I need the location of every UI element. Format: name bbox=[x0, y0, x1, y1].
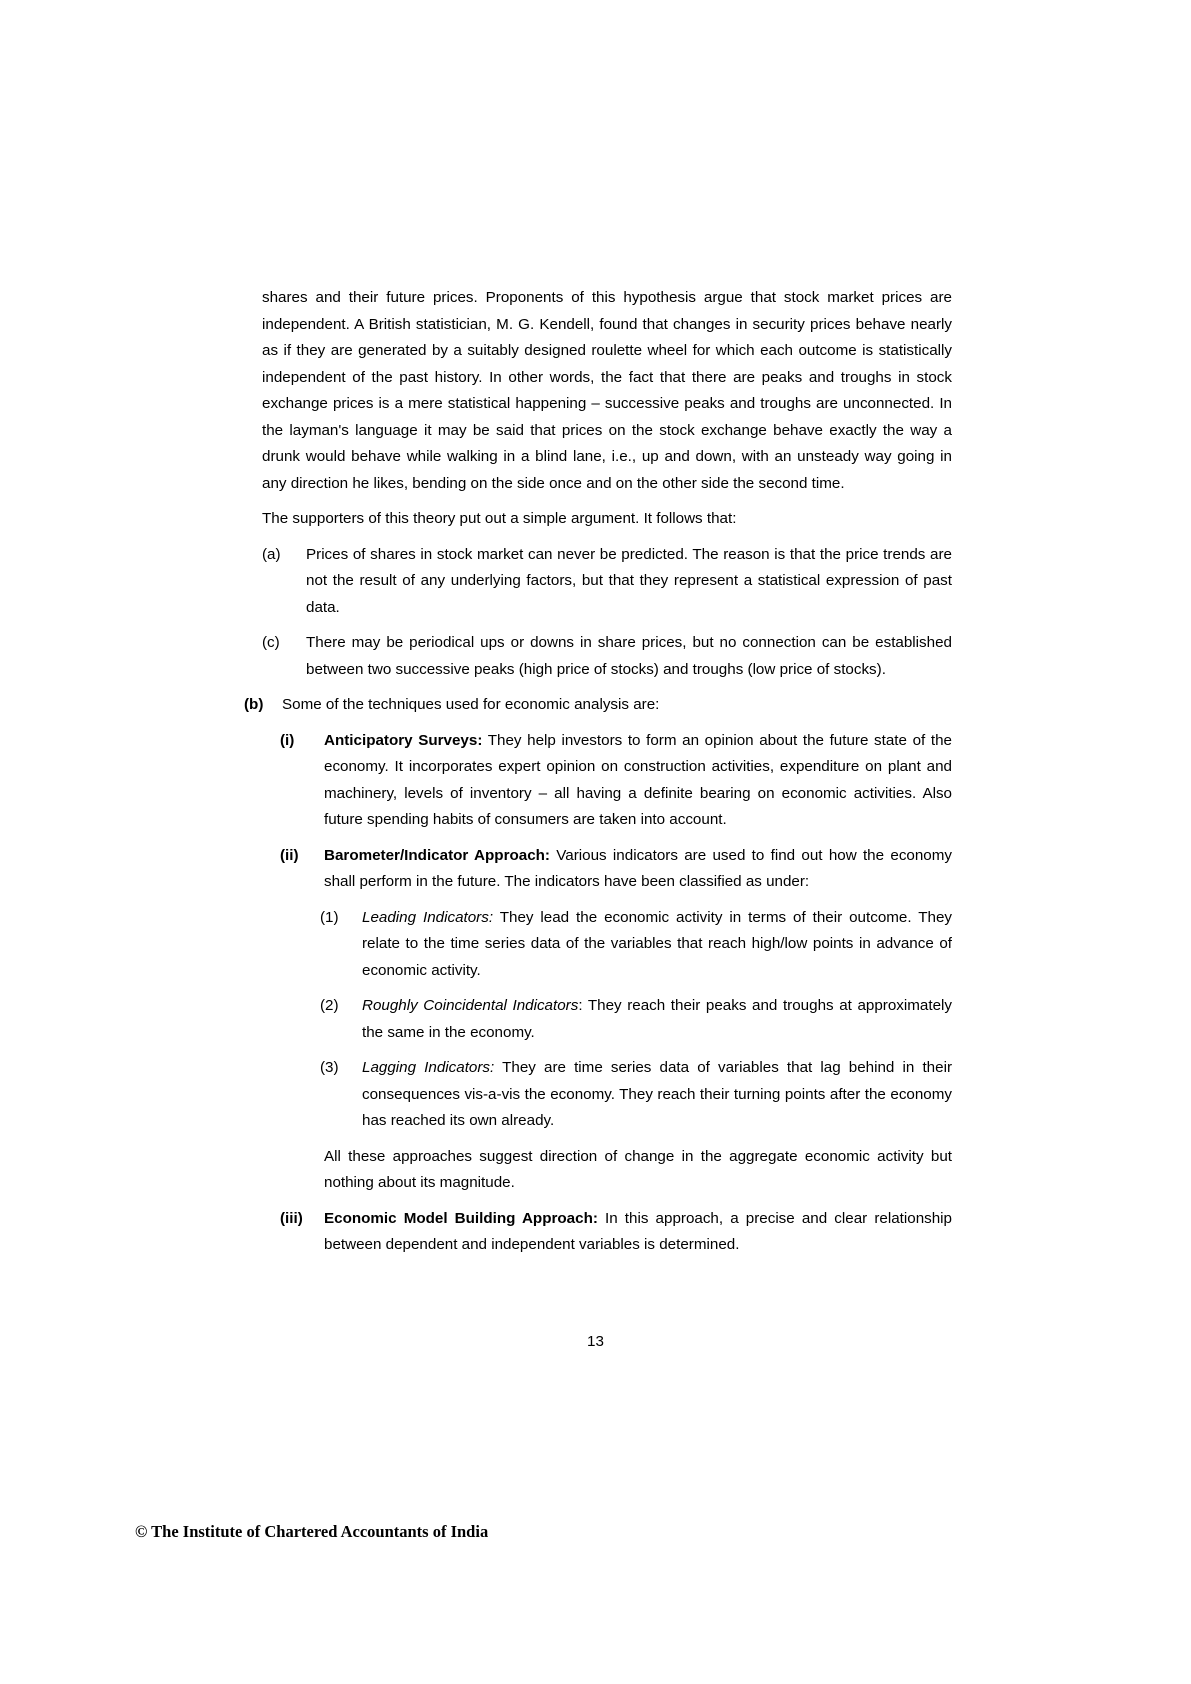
indicator-text: : They reach their peaks and troughs at approximately the same in the economy. bbox=[362, 997, 952, 1041]
list-item-text bbox=[362, 905, 952, 985]
supporters-paragraph-block bbox=[262, 506, 952, 533]
list-item bbox=[262, 843, 952, 896]
technique-heading: Economic Model Building Approach: bbox=[324, 1209, 598, 1227]
indicator-heading: Leading Indicators: bbox=[362, 908, 494, 926]
indicator-text: They are time series data of variables that lag behind in their consequences vis-a-vis the economy. They reach their turning points after the economy has reached its own already. bbox=[362, 1059, 952, 1129]
indicator-heading: Roughly Coincidental Indicators bbox=[362, 997, 579, 1014]
indicator-text: They lead the economic activity in terms of their outcome. They relate to the time series data of the variables that reach high/low points in advance of economic activity. bbox=[362, 908, 953, 979]
list-marker: (ii) bbox=[280, 846, 299, 864]
list-marker: (2) bbox=[320, 997, 339, 1014]
list-item bbox=[262, 630, 952, 683]
list-item bbox=[262, 993, 952, 1046]
list-item bbox=[262, 905, 952, 985]
list-marker: (3) bbox=[320, 1059, 339, 1076]
intro-paragraph: shares and their future prices. Proponents of this hypothesis argue that stock market prices are independent. A British statistician, M. G. Kendell, found that changes in security prices behave nearly as if they are generated by a suitably designed roulette wheel for which each outcome is statistically independent of the past history. In other words, the fact that there are peaks and troughs in stock exchange prices is a mere statistical happening – successive peaks and troughs are unconnected. In the layman's language it may be said that prices on the stock exchange behave exactly the way a drunk would behave while walking in a blind lane, i.e., up and down, with an unsteady way going in any direction he likes, bending on the side once and on the other side the second time. bbox=[262, 289, 952, 492]
list-item bbox=[262, 1206, 952, 1259]
list-marker: (i) bbox=[280, 731, 295, 749]
indicator-heading: Lagging Indicators: bbox=[362, 1059, 495, 1076]
technique-text: Various indicators are used to find out how the economy shall perform in the future. The indicators have been classified as under: bbox=[324, 846, 952, 890]
list-item bbox=[262, 1055, 952, 1135]
list-marker: (1) bbox=[320, 908, 339, 926]
technique-text: In this approach, a precise and clear relationship between dependent and independent variables is determined. bbox=[324, 1209, 952, 1253]
footer-copyright: © The Institute of Chartered Accountants of India bbox=[135, 1522, 489, 1541]
list-item-text bbox=[324, 728, 952, 834]
list-item bbox=[262, 542, 952, 622]
page-number: 13 bbox=[587, 1333, 604, 1350]
list-item-text: Prices of shares in stock market can never be predicted. The reason is that the price trends are not the result of any underlying factors, but that they represent a statistical expression of past data. bbox=[306, 545, 952, 616]
section-b-marker: (b) bbox=[244, 696, 264, 713]
section-b-text: Some of the techniques used for economic analysis are: bbox=[282, 696, 660, 713]
list-marker: (c) bbox=[262, 634, 280, 651]
list-item-text bbox=[324, 843, 952, 896]
list-item-text bbox=[324, 1206, 952, 1259]
list-item-text: There may be periodical ups or downs in share prices, but no connection can be established between two successive peaks (high price of stocks) and troughs (low price of stocks). bbox=[306, 634, 952, 678]
list-item bbox=[262, 728, 952, 834]
intro-paragraph-block bbox=[262, 285, 952, 497]
list-marker: (a) bbox=[262, 545, 281, 563]
page-content bbox=[244, 285, 953, 1268]
technique-heading: Anticipatory Surveys: bbox=[324, 731, 483, 749]
list-marker: (iii) bbox=[280, 1209, 303, 1227]
technique-text: They help investors to form an opinion about the future state of the economy. It incorporates expert opinion on construction activities, expenditure on plant and machinery, levels of inventory – all having a definite bearing on economic activities. Also future spending habits of consumers are taken into account. bbox=[324, 731, 952, 828]
list-item-text bbox=[362, 1055, 952, 1135]
approaches-note: All these approaches suggest direction of change in the aggregate economic activity but nothing about its magnitude. bbox=[324, 1147, 952, 1191]
technique-heading: Barometer/Indicator Approach: bbox=[324, 846, 550, 864]
supporters-line: The supporters of this theory put out a simple argument. It follows that: bbox=[262, 510, 737, 527]
list-item-text bbox=[362, 993, 952, 1046]
section-b bbox=[244, 692, 952, 719]
